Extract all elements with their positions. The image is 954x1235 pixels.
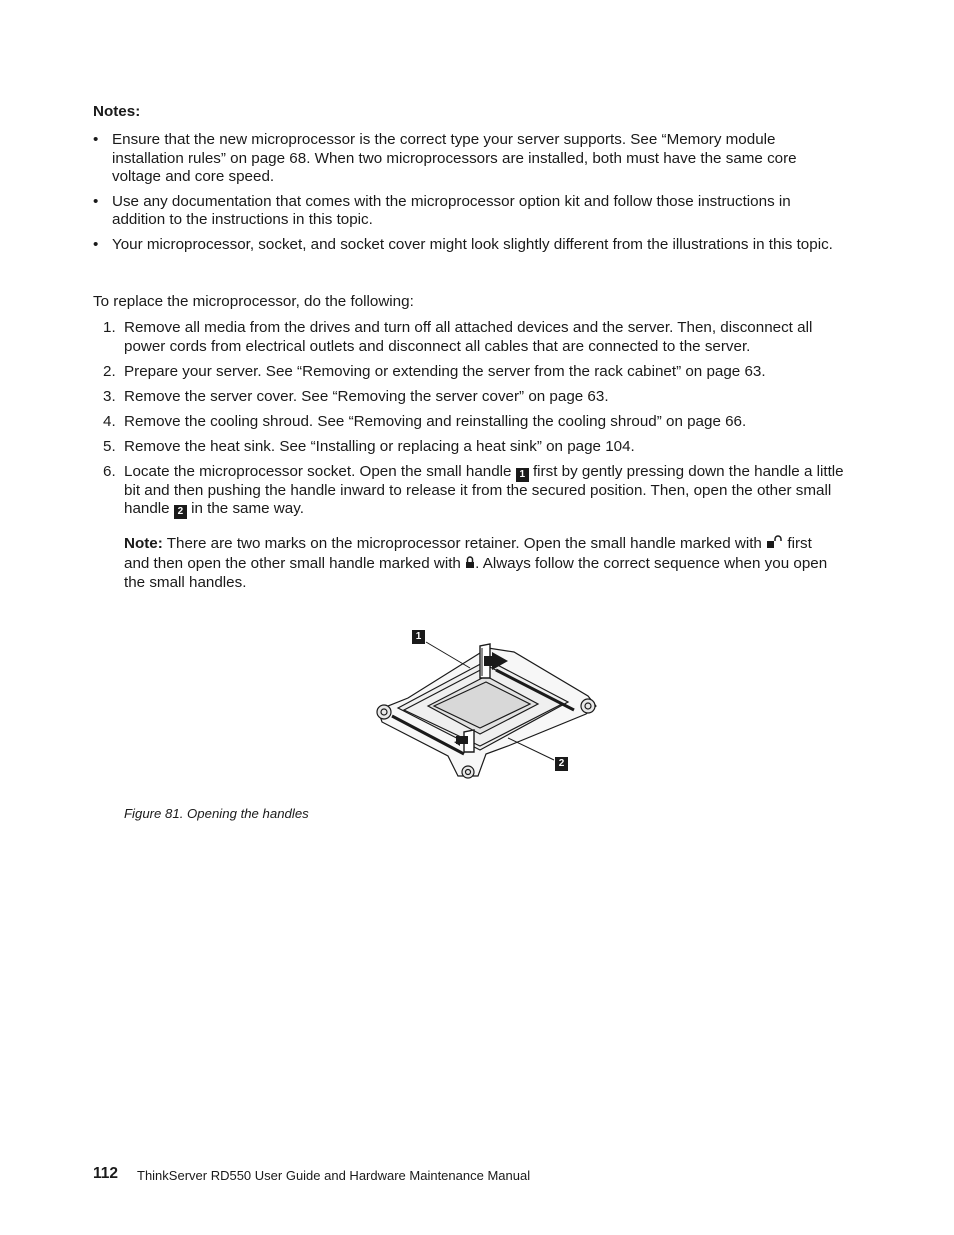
note-text: There are two marks on the microprocessor retainer. Open the small handle marked with xyxy=(166,535,762,552)
step-text: Remove the heat sink. See “Installing or replacing a heat sink” on page 104. xyxy=(124,437,635,455)
notes-item: • Your microprocessor, socket, and socket cover might look slightly different from the illustrations in this topic. xyxy=(93,236,843,255)
note-text: . Always follow the correct sequence when you open the small handles. xyxy=(124,554,828,592)
step-text: Remove the server cover. See “Removing the server cover” on page 63. xyxy=(124,387,609,405)
step-item xyxy=(93,463,845,520)
page-number: 112 xyxy=(93,1165,119,1182)
procedure-intro: To replace the microprocessor, do the following: xyxy=(93,293,414,310)
note-text: first and then open the other small handle marked with xyxy=(124,535,812,572)
step-text: Remove the cooling shroud. See “Removing and reinstalling the cooling shroud” on page 66. xyxy=(124,412,747,430)
notes-heading: Notes: xyxy=(93,103,141,120)
step-text-part: first by gently pressing down the handle a little bit and then pushing the handle inward to release it from the secured position. Then, open the other small handle xyxy=(124,462,844,518)
step-text: Prepare your server. See “Removing or extending the server from the rack cabinet” on page 63. xyxy=(124,362,766,380)
step-number: 4. xyxy=(103,412,116,430)
step-text: Remove all media from the drives and turn off all attached devices and the server. Then, disconnect all power cords from electrical outlets and disconnect all cables that are connected to the server. xyxy=(124,319,813,355)
step-number: 5. xyxy=(103,437,116,455)
unlock-icon xyxy=(766,535,783,555)
step-text xyxy=(124,463,844,518)
step-number: 3. xyxy=(103,387,116,405)
notes-item: • Use any documentation that comes with the microprocessor option kit and follow those instructions in addition to the instructions in this topic. xyxy=(93,193,843,230)
step-item xyxy=(93,363,845,382)
figure-caption: Figure 81. Opening the handles xyxy=(124,806,309,821)
step-item xyxy=(93,413,845,432)
step-number: 6. xyxy=(103,462,116,480)
figure-callout-1: 1 xyxy=(412,630,425,644)
note-label: Note: xyxy=(124,535,163,552)
callout-2-badge: 2 xyxy=(174,505,187,519)
lock-icon xyxy=(465,555,475,575)
notes-item: • Ensure that the new microprocessor is the correct type your server supports. See “Memory module installation rules” on page 68. When two microprocessors are installed, both must have the same core voltage and core speed. xyxy=(93,131,843,187)
callout-1-badge: 1 xyxy=(516,468,529,482)
footer-title: ThinkServer RD550 User Guide and Hardware Maintenance Manual xyxy=(137,1168,531,1183)
step-item xyxy=(93,438,845,457)
socket-illustration xyxy=(368,626,604,782)
step-item xyxy=(93,319,845,356)
notes-list xyxy=(93,131,843,261)
step-text-part: Locate the microprocessor socket. Open the small handle xyxy=(124,462,512,480)
step-text-part: in the same way. xyxy=(191,500,304,518)
step-number: 2. xyxy=(103,362,116,380)
note-block xyxy=(124,535,840,593)
step-number: 1. xyxy=(103,319,116,336)
figure-callout-2: 2 xyxy=(555,757,568,771)
step-item xyxy=(93,388,845,407)
procedure-steps xyxy=(93,319,845,526)
